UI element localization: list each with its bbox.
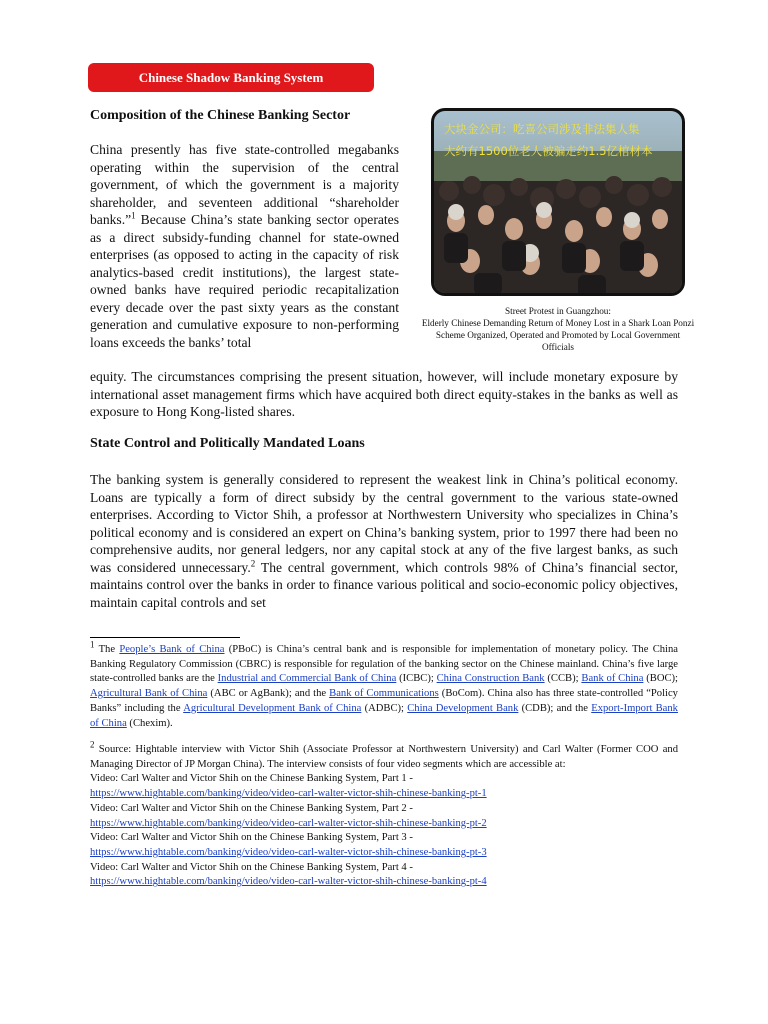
- footnote-1-text: (Chexim).: [126, 717, 173, 729]
- footnote-2-source: [90, 739, 678, 772]
- link-ccb[interactable]: China Construction Bank: [436, 673, 545, 685]
- footnote-1-text: (PBoC) is China’s central bank and is responsible for implementation of monetary policy. The China Banking Regulatory Commission (CBRC) is responsible for regulation of the banking sector on the Chinese mainland. China’s five large state-controlled banks are the: [90, 644, 678, 685]
- footnote-1-text: (ABC or AgBank); and the: [207, 688, 330, 700]
- protest-photo-illustration: [434, 111, 682, 293]
- video-link-part3[interactable]: https://www.hightable.com/banking/video/video-carl-walter-victor-shih-chinese-banking-pt-3: [90, 846, 487, 858]
- footnote-1-text: The: [94, 644, 120, 655]
- footnote-2: [90, 739, 678, 890]
- link-export-import-bank[interactable]: Export-Import Bank of China: [90, 702, 678, 729]
- photo-caption: [420, 305, 696, 353]
- paragraph-composition-part2: Because China’s state banking sector operates as a direct subsidy-funding channel for state-owned enterprises (as opposed to acting in the capacity of risk analytics-based credit institutions), the largest state-owned banks have required periodic recapitalization every decade over the past sixty years as the constant generation and cumulative exposure to non-performing loans exceeds the banks’ total: [90, 212, 399, 350]
- footnote-1-number: 1: [90, 639, 95, 650]
- link-china-development-bank[interactable]: China Development Bank: [407, 702, 519, 714]
- footnote-1-text: (ADBC);: [361, 702, 408, 714]
- paragraph-composition-part1: China presently has five state-controlled megabanks operating within the supervision of the central government, of which the government is a majority shareholder, and seventeen additional “shareholder banks.”: [90, 142, 399, 227]
- section-banner: [88, 63, 374, 92]
- video-label-part2: Video: Carl Walter and Victor Shih on the Chinese Banking System, Part 2 -: [90, 802, 413, 814]
- paragraph-state-control: [90, 471, 678, 611]
- link-agricultural-bank-of-china[interactable]: Agricultural Bank of China: [90, 688, 208, 700]
- footnote-2-text: Source: Hightable interview with Victor Shih (Associate Professor at Northwestern University) and Carl Walter (Former COO and Managing Director of JP Morgan China). The interview consists of four video segments which are accessible at:: [90, 744, 678, 770]
- paragraph-state-control-part1: The banking system is generally considered to represent the weakest link in China’s political economy. Loans are typically a form of direct subsidy by the central government to the various state-owned enterprises. According to Victor Shih, a professor at Northwestern University who specializes in China’s political economy and is considered an expert on China’s banking system, prior to 1997 there had been no comprehensive audits, nor general ledgers, nor any capital stock at any of the five largest banks, as such was considered unnecessary.: [90, 472, 678, 575]
- link-bank-of-china[interactable]: Bank of China: [581, 673, 644, 685]
- footnote-ref-2[interactable]: 2: [250, 557, 256, 568]
- video-link-part1[interactable]: https://www.hightable.com/banking/video/video-carl-walter-victor-shih-chinese-banking-pt-1: [90, 788, 487, 800]
- paragraph-composition: [90, 141, 399, 351]
- footnote-1-text: (CDB); and the: [518, 702, 592, 714]
- footnote-1: [90, 639, 679, 731]
- protest-photo: [431, 108, 685, 296]
- footnote-ref-1[interactable]: 1: [131, 210, 136, 221]
- paragraph-state-control-part2: The central government, which controls 98% of China’s financial sector, maintains control over the banks in order to finance various political and socio-economic policy objectives, maintain capital controls and set: [90, 559, 678, 610]
- video-label-part3: Video: Carl Walter and Victor Shih on the Chinese Banking System, Part 3 -: [90, 832, 413, 844]
- link-bank-of-communications[interactable]: Bank of Communications: [329, 688, 439, 700]
- heading-state-control: State Control and Politically Mandated Loans: [90, 436, 365, 451]
- video-label-part1: Video: Carl Walter and Victor Shih on the Chinese Banking System, Part 1 -: [90, 773, 413, 785]
- link-icbc[interactable]: Industrial and Commercial Bank of China: [217, 673, 397, 685]
- footnote-1-text: (BoCom). China also has three state-controlled “Policy Banks” including the: [90, 688, 678, 714]
- footnote-1-text: (BOC);: [643, 673, 679, 685]
- link-agricultural-development-bank[interactable]: Agricultural Development Bank of China: [183, 702, 362, 714]
- paragraph-composition-continued: equity. The circumstances comprising the present situation, however, will include monetary exposure by international asset management firms which have acquired both direct equity-stakes in the banks as well as exposure to Hong Kong-listed shares.: [90, 369, 678, 419]
- photo-overlay-line2: 大约有1500位老人被骗走约1.5亿棺材本: [444, 144, 653, 158]
- footnote-2-number: 2: [90, 739, 95, 750]
- banner-title: Chinese Shadow Banking System: [138, 69, 324, 85]
- video-label-part4: Video: Carl Walter and Victor Shih on the Chinese Banking System, Part 4 -: [90, 861, 413, 873]
- footnote-separator: [90, 637, 240, 638]
- video-link-part4[interactable]: https://www.hightable.com/banking/video/video-carl-walter-victor-shih-chinese-banking-pt-4: [90, 876, 487, 888]
- video-link-part2[interactable]: https://www.hightable.com/banking/video/video-carl-walter-victor-shih-chinese-banking-pt-2: [90, 817, 487, 829]
- footnote-1-text: (ICBC);: [396, 673, 437, 685]
- heading-composition: Composition of the Chinese Banking Sector: [90, 108, 351, 123]
- footnote-1-text: (CCB);: [544, 673, 582, 685]
- link-peoples-bank-of-china[interactable]: People’s Bank of China: [119, 644, 225, 655]
- photo-overlay-line1: 大块金公司：吃喜公司涉及非法集人集: [444, 122, 640, 136]
- photo-caption-line1: Street Protest in Guangzhou:: [505, 306, 611, 316]
- photo-caption-line2: Elderly Chinese Demanding Return of Money Lost in a Shark Loan Ponzi Scheme Organized, Operated and Promoted by Local Government Officials: [421, 318, 695, 352]
